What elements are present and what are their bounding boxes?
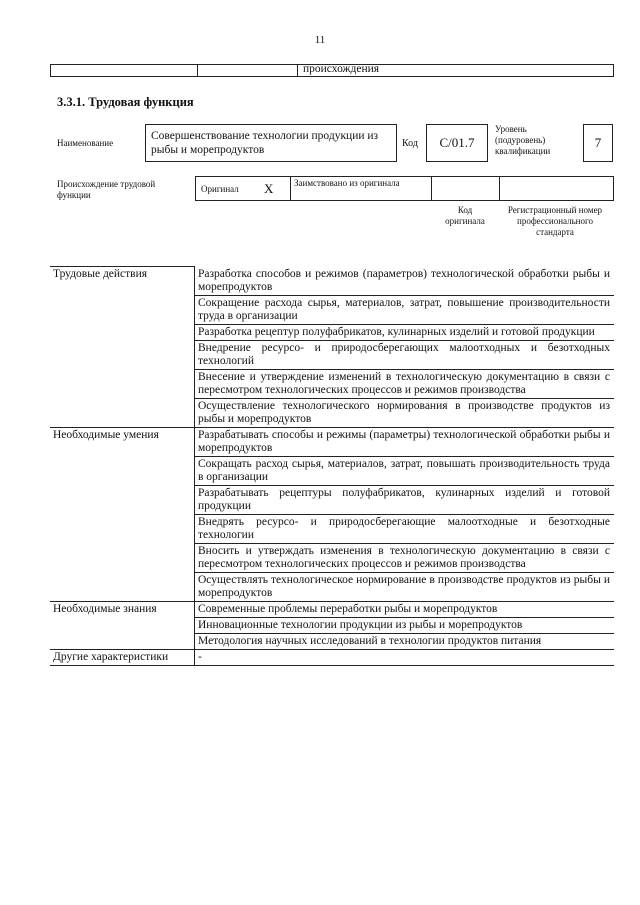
borrowed-label: Заимствовано из оригинала [294,178,400,188]
list-item: Осуществлять технологическое нормирование в производстве продуктов из рыбы и морепродуктов [195,572,615,601]
list-item: Разработка способов и режимов (параметров) технологической обработки рыбы и морепродуктов [198,267,610,293]
table-row [50,398,614,427]
table-row [50,633,614,649]
reg-number-caption: Регистрационный номер профессионального стандарта [507,205,603,237]
level-label: Уровень (подуровень) квалификации [495,124,551,156]
page-number: 11 [314,34,326,46]
function-code: С/01.7 [426,124,488,162]
table-row [50,324,614,340]
table-row [50,514,614,543]
list-item: Разрабатывать способы и режимы (параметры) технологической обработки рыбы и морепродуктов [195,427,615,456]
table-row [50,543,614,572]
qualification-level: 7 [583,124,613,162]
fragment-text: происхождения [303,63,380,75]
list-item: Осуществление технологического нормирования в производстве продуктов из рыбы и морепродуктов [195,398,615,427]
table-row [50,617,614,633]
original-label: Оригинал [201,184,239,194]
list-item: Разрабатывать рецептуры полуфабрикатов, кулинарных изделий и готовой продукции [195,485,615,514]
list-item: Внедрение ресурсо- и природосберегающих малоотходных и безотходных технологий [195,340,615,369]
function-details-table [50,266,614,666]
list-item: Инновационные технологии продукции из рыбы и морепродуктов [195,617,615,633]
function-name: Совершенствование технологии продукции из рыбы и морепродуктов [145,124,397,162]
list-item: Сокращать расход сырья, материалов, затрат, повышать производительность труда в организации [195,456,615,485]
table-row [50,295,614,324]
table-row [50,369,614,398]
group-label: Необходимые знания [50,601,195,617]
table-row [50,572,614,601]
name-label: Наименование [57,138,114,148]
list-item: Внедрять ресурсо- и природосберегающие малоотходные и безотходные технологии [195,514,615,543]
group-label: Другие характеристики [50,649,195,665]
previous-table-fragment [50,64,614,77]
list-item: Современные проблемы переработки рыбы и морепродуктов [195,601,615,617]
table-row [50,427,614,456]
table-row [50,340,614,369]
group-label: Трудовые действия [50,267,195,296]
original-mark: X [264,181,274,196]
list-item: Методология научных исследований в технологии продуктов питания [195,633,615,649]
list-item: Сокращение расхода сырья, материалов, затрат, повышение производительности труда в организации [195,295,615,324]
list-item: Вносить и утверждать изменения в технологическую документацию в связи с пересмотром технологических процессов и режимов производства [195,543,615,572]
code-label: Код [402,138,418,149]
table-row [50,649,614,665]
list-item: - [195,649,615,665]
section-title: 3.3.1. Трудовая функция [57,95,194,109]
origin-label: Происхождение трудовой функции [57,179,156,200]
table-row [50,456,614,485]
table-row [50,601,614,617]
list-item: Разработка рецептур полуфабрикатов, кулинарных изделий и готовой продукции [195,324,615,340]
group-label: Необходимые умения [50,427,195,456]
code-original-caption: Код оригинала [445,205,485,226]
table-row [50,267,614,296]
table-row [50,485,614,514]
list-item: Внесение и утверждение изменений в технологическую документацию в связи с пересмотром технологических процессов и режимов производства [195,369,615,398]
